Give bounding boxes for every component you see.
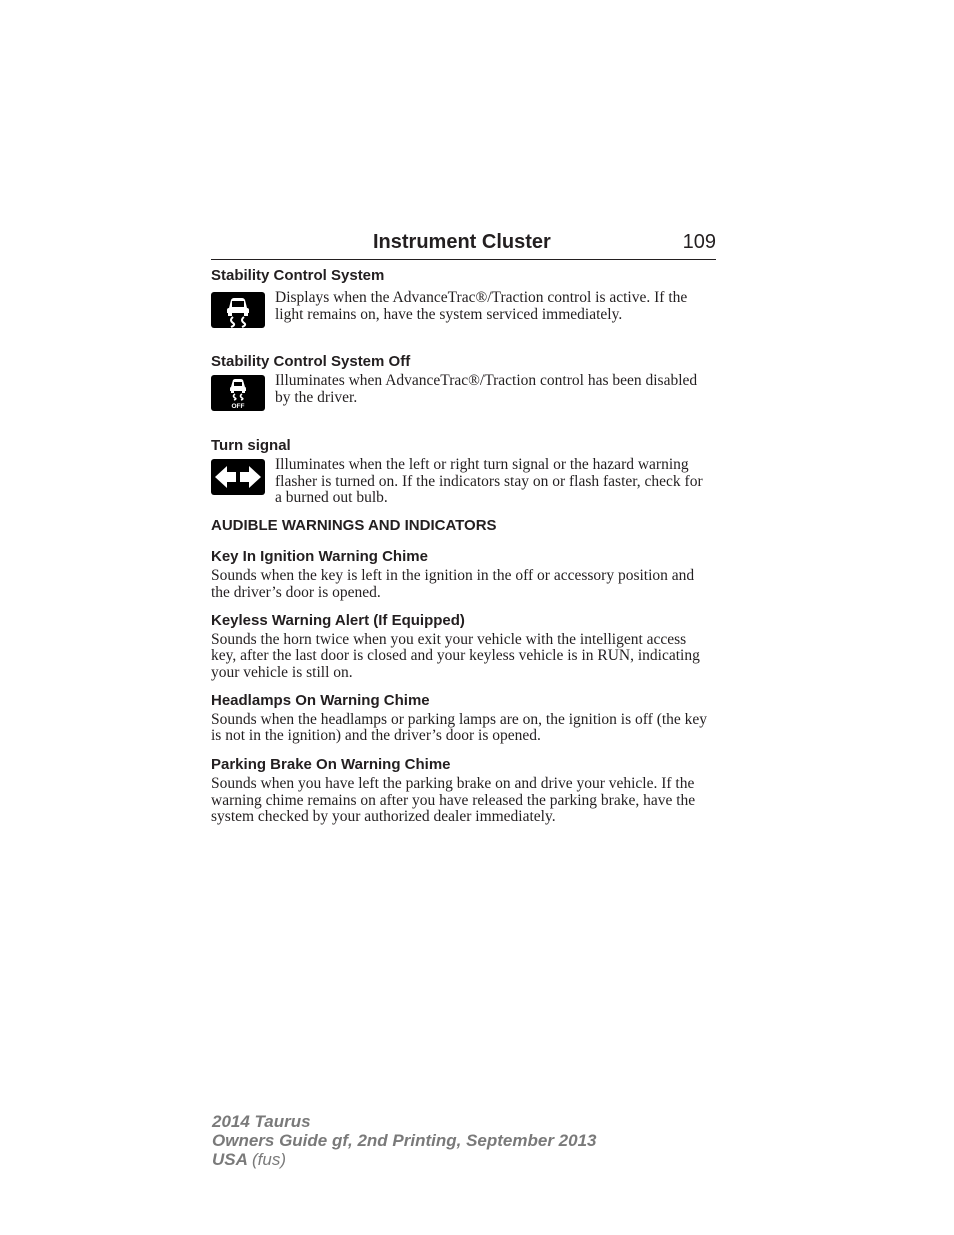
footer-region-main: USA [212,1150,248,1169]
stability-control-icon [211,292,265,328]
page-content [211,265,711,826]
turn-signal-icon [211,459,265,495]
section-heading: Stability Control System Off [211,353,411,370]
audible-item-headlamps [211,690,711,745]
item-text: Sounds when you have left the parking brake on and drive your vehicle. If the warning chime remains on after you have released the parking brake, have the system checked by your authorized dealer immediately. [211,775,696,826]
item-heading: Keyless Warning Alert (If Equipped) [211,611,465,629]
page-number: 109 [682,231,716,253]
section-stability-control [211,265,711,328]
stability-control-off-icon [211,375,265,411]
audible-warnings-heading: AUDIBLE WARNINGS AND INDICATORS [211,517,497,535]
item-heading: Key In Ignition Warning Chime [211,548,428,566]
off-label: OFF [231,403,245,410]
page-title: Instrument Cluster [373,231,551,253]
section-heading: Turn signal [211,437,291,454]
section-text: Displays when the AdvanceTrac®/Traction control is active. If the light remains on, have the system serviced immediately. [275,289,688,323]
footer-region [212,1150,596,1169]
footer-region-code: (fus) [252,1150,286,1169]
audible-item-key-ignition [211,546,711,601]
item-text: Sounds when the headlamps or parking lamps are on, the ignition is off (the key is not in the ignition) and the driver’s door is opened. [211,710,708,745]
section-text: Illuminates when AdvanceTrac®/Traction control has been disabled by the driver. [275,372,698,406]
item-heading: Headlamps On Warning Chime [211,691,430,709]
section-stability-control-off [211,351,711,411]
footer-printing: Owners Guide gf, 2nd Printing, September 2013 [212,1131,597,1150]
page-footer [212,1112,596,1169]
page-header [211,229,716,260]
footer-model: 2014 Taurus [212,1112,311,1131]
section-turn-signal [211,435,711,507]
item-text: Sounds the horn twice when you exit your vehicle with the intelligent access key, after the last door is closed and your keyless vehicle is in RUN, indicating your vehicle is still on. [211,630,700,681]
audible-item-keyless-warning [211,610,711,682]
audible-item-parking-brake [211,754,711,826]
item-heading: Parking Brake On Warning Chime [211,756,451,774]
section-text: Illuminates when the left or right turn signal or the hazard warning flasher is turned on. If the indicators stay on or flash faster, check for a burned out bulb. [275,456,703,507]
section-heading: Stability Control System [211,267,385,284]
item-text: Sounds when the key is left in the ignition in the off or accessory position and the driver’s door is opened. [211,567,695,601]
